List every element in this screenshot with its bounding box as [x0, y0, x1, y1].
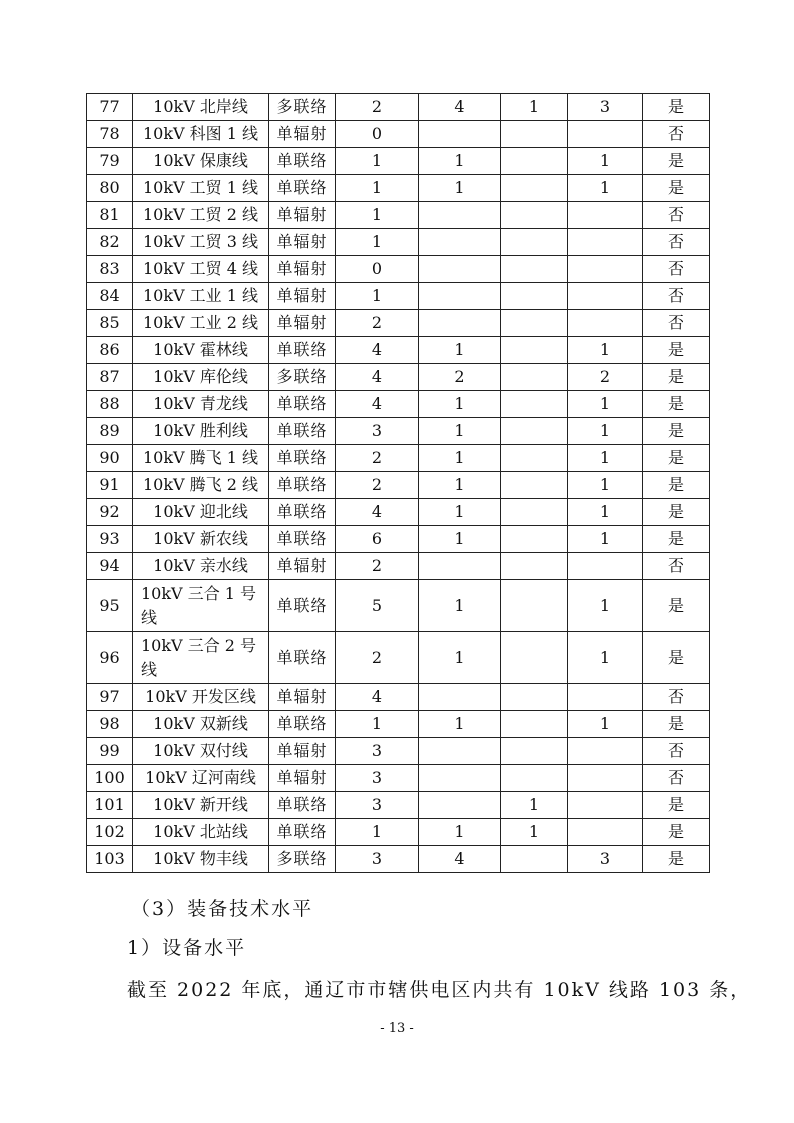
connection-type-cell: 单联络 — [269, 148, 336, 175]
count-cell-4: 3 — [568, 94, 643, 121]
count-cell-4: 1 — [568, 580, 643, 632]
result-cell: 否 — [643, 121, 710, 148]
count-cell-3 — [501, 580, 568, 632]
connection-type-cell: 单联络 — [269, 711, 336, 738]
count-cell-2: 1 — [419, 499, 501, 526]
count-cell-4 — [568, 283, 643, 310]
count-cell-2: 1 — [419, 337, 501, 364]
line-name-cell: 10kV 腾飞 2 线 — [133, 472, 269, 499]
count-cell-1: 4 — [336, 684, 419, 711]
line-name-cell: 10kV 迎北线 — [133, 499, 269, 526]
count-cell-1: 1 — [336, 148, 419, 175]
count-cell-3 — [501, 445, 568, 472]
result-cell: 是 — [643, 846, 710, 873]
count-cell-2: 1 — [419, 472, 501, 499]
row-number-cell: 84 — [87, 283, 133, 310]
connection-type-cell: 单辐射 — [269, 553, 336, 580]
count-cell-4 — [568, 684, 643, 711]
count-cell-2 — [419, 256, 501, 283]
count-cell-1: 2 — [336, 632, 419, 684]
count-cell-1: 1 — [336, 711, 419, 738]
count-cell-1: 4 — [336, 391, 419, 418]
count-cell-4: 2 — [568, 364, 643, 391]
line-name-cell: 10kV 开发区线 — [133, 684, 269, 711]
result-cell: 是 — [643, 418, 710, 445]
table-row — [87, 418, 710, 445]
connection-type-cell: 单联络 — [269, 792, 336, 819]
connection-type-cell: 单联络 — [269, 391, 336, 418]
count-cell-3 — [501, 553, 568, 580]
count-cell-1: 3 — [336, 792, 419, 819]
line-data-table — [86, 93, 710, 873]
count-cell-1: 4 — [336, 364, 419, 391]
count-cell-1: 1 — [336, 175, 419, 202]
connection-type-cell: 单辐射 — [269, 765, 336, 792]
line-name-cell: 10kV 双付线 — [133, 738, 269, 765]
row-number-cell: 98 — [87, 711, 133, 738]
count-cell-3 — [501, 499, 568, 526]
connection-type-cell: 单联络 — [269, 580, 336, 632]
count-cell-2: 1 — [419, 526, 501, 553]
connection-type-cell: 单联络 — [269, 819, 336, 846]
table-row — [87, 499, 710, 526]
row-number-cell: 78 — [87, 121, 133, 148]
count-cell-3 — [501, 711, 568, 738]
connection-type-cell: 单联络 — [269, 445, 336, 472]
count-cell-3 — [501, 175, 568, 202]
line-name-cell: 10kV 工贸 4 线 — [133, 256, 269, 283]
result-cell: 否 — [643, 283, 710, 310]
count-cell-3 — [501, 738, 568, 765]
row-number-cell: 100 — [87, 765, 133, 792]
count-cell-3 — [501, 846, 568, 873]
connection-type-cell: 单辐射 — [269, 684, 336, 711]
result-cell: 是 — [643, 175, 710, 202]
count-cell-4: 3 — [568, 846, 643, 873]
table-row — [87, 337, 710, 364]
count-cell-2 — [419, 738, 501, 765]
count-cell-3 — [501, 229, 568, 256]
table-row — [87, 94, 710, 121]
connection-type-cell: 单联络 — [269, 526, 336, 553]
count-cell-3 — [501, 364, 568, 391]
count-cell-1: 1 — [336, 229, 419, 256]
result-cell: 否 — [643, 765, 710, 792]
connection-type-cell: 单辐射 — [269, 310, 336, 337]
count-cell-3 — [501, 148, 568, 175]
result-cell: 是 — [643, 364, 710, 391]
subsection-heading-device-level: 1）设备水平 — [127, 937, 247, 959]
table-row — [87, 738, 710, 765]
result-cell: 是 — [643, 711, 710, 738]
table-row — [87, 819, 710, 846]
connection-type-cell: 单联络 — [269, 418, 336, 445]
count-cell-2 — [419, 121, 501, 148]
count-cell-2: 1 — [419, 632, 501, 684]
line-name-cell: 10kV 北岸线 — [133, 94, 269, 121]
line-name-cell: 10kV 工业 1 线 — [133, 283, 269, 310]
count-cell-4: 1 — [568, 472, 643, 499]
count-cell-3 — [501, 202, 568, 229]
count-cell-1: 1 — [336, 202, 419, 229]
result-cell: 是 — [643, 499, 710, 526]
count-cell-3 — [501, 765, 568, 792]
count-cell-1: 3 — [336, 738, 419, 765]
line-name-cell: 10kV 胜利线 — [133, 418, 269, 445]
row-number-cell: 91 — [87, 472, 133, 499]
count-cell-2 — [419, 765, 501, 792]
line-name-cell: 10kV 工贸 1 线 — [133, 175, 269, 202]
count-cell-4 — [568, 202, 643, 229]
count-cell-1: 6 — [336, 526, 419, 553]
count-cell-1: 2 — [336, 94, 419, 121]
count-cell-2 — [419, 553, 501, 580]
count-cell-4: 1 — [568, 391, 643, 418]
line-name-cell: 10kV 工贸 3 线 — [133, 229, 269, 256]
count-cell-4: 1 — [568, 337, 643, 364]
line-name-cell: 10kV 辽河南线 — [133, 765, 269, 792]
row-number-cell: 80 — [87, 175, 133, 202]
count-cell-2 — [419, 684, 501, 711]
count-cell-3 — [501, 684, 568, 711]
count-cell-2: 4 — [419, 94, 501, 121]
count-cell-2: 4 — [419, 846, 501, 873]
connection-type-cell: 单辐射 — [269, 202, 336, 229]
count-cell-2 — [419, 792, 501, 819]
connection-type-cell: 单联络 — [269, 175, 336, 202]
count-cell-3 — [501, 472, 568, 499]
row-number-cell: 102 — [87, 819, 133, 846]
table-row — [87, 632, 710, 684]
count-cell-3 — [501, 418, 568, 445]
row-number-cell: 92 — [87, 499, 133, 526]
count-cell-3 — [501, 337, 568, 364]
line-name-cell: 10kV 亲水线 — [133, 553, 269, 580]
result-cell: 是 — [643, 445, 710, 472]
table-row — [87, 175, 710, 202]
connection-type-cell: 单辐射 — [269, 256, 336, 283]
connection-type-cell: 单联络 — [269, 632, 336, 684]
result-cell: 否 — [643, 256, 710, 283]
count-cell-3: 1 — [501, 792, 568, 819]
result-cell: 是 — [643, 792, 710, 819]
count-cell-1: 2 — [336, 310, 419, 337]
count-cell-2: 1 — [419, 175, 501, 202]
connection-type-cell: 单辐射 — [269, 229, 336, 256]
table-row — [87, 580, 710, 632]
table-row — [87, 364, 710, 391]
result-cell: 是 — [643, 632, 710, 684]
count-cell-1: 0 — [336, 256, 419, 283]
result-cell: 是 — [643, 337, 710, 364]
line-name-cell: 10kV 库伦线 — [133, 364, 269, 391]
line-name-cell: 10kV 工业 2 线 — [133, 310, 269, 337]
table-row — [87, 765, 710, 792]
count-cell-1: 3 — [336, 765, 419, 792]
count-cell-4 — [568, 256, 643, 283]
table-row — [87, 310, 710, 337]
row-number-cell: 94 — [87, 553, 133, 580]
count-cell-3 — [501, 310, 568, 337]
table-row — [87, 526, 710, 553]
count-cell-1: 2 — [336, 553, 419, 580]
row-number-cell: 95 — [87, 580, 133, 632]
section-heading-equipment-level: （3）装备技术水平 — [131, 898, 314, 920]
row-number-cell: 87 — [87, 364, 133, 391]
line-name-cell: 10kV 腾飞 1 线 — [133, 445, 269, 472]
count-cell-4: 1 — [568, 418, 643, 445]
count-cell-3: 1 — [501, 819, 568, 846]
line-name-cell: 10kV 科图 1 线 — [133, 121, 269, 148]
connection-type-cell: 单联络 — [269, 472, 336, 499]
result-cell: 否 — [643, 553, 710, 580]
count-cell-1: 4 — [336, 499, 419, 526]
count-cell-1: 3 — [336, 418, 419, 445]
line-name-cell: 10kV 新开线 — [133, 792, 269, 819]
connection-type-cell: 单辐射 — [269, 738, 336, 765]
result-cell: 是 — [643, 472, 710, 499]
result-cell: 是 — [643, 819, 710, 846]
result-cell: 否 — [643, 310, 710, 337]
count-cell-1: 3 — [336, 846, 419, 873]
result-cell: 是 — [643, 526, 710, 553]
count-cell-3 — [501, 632, 568, 684]
count-cell-1: 0 — [336, 121, 419, 148]
count-cell-4 — [568, 121, 643, 148]
row-number-cell: 97 — [87, 684, 133, 711]
line-name-cell: 10kV 保康线 — [133, 148, 269, 175]
line-name-cell: 10kV 工贸 2 线 — [133, 202, 269, 229]
table-row — [87, 283, 710, 310]
row-number-cell: 83 — [87, 256, 133, 283]
table-row — [87, 148, 710, 175]
connection-type-cell: 单辐射 — [269, 283, 336, 310]
line-name-cell: 10kV 北站线 — [133, 819, 269, 846]
count-cell-4 — [568, 553, 643, 580]
row-number-cell: 81 — [87, 202, 133, 229]
count-cell-2: 1 — [419, 148, 501, 175]
count-cell-2: 1 — [419, 391, 501, 418]
row-number-cell: 79 — [87, 148, 133, 175]
line-name-cell: 10kV 物丰线 — [133, 846, 269, 873]
count-cell-4: 1 — [568, 526, 643, 553]
result-cell: 否 — [643, 738, 710, 765]
table-row — [87, 684, 710, 711]
connection-type-cell: 多联络 — [269, 94, 336, 121]
line-name-cell: 10kV 双新线 — [133, 711, 269, 738]
table-row — [87, 202, 710, 229]
count-cell-3: 1 — [501, 94, 568, 121]
result-cell: 是 — [643, 148, 710, 175]
connection-type-cell: 单联络 — [269, 499, 336, 526]
count-cell-4: 1 — [568, 632, 643, 684]
result-cell: 是 — [643, 580, 710, 632]
count-cell-2 — [419, 283, 501, 310]
count-cell-4: 1 — [568, 711, 643, 738]
count-cell-1: 4 — [336, 337, 419, 364]
count-cell-4 — [568, 765, 643, 792]
table-body — [87, 94, 710, 873]
row-number-cell: 86 — [87, 337, 133, 364]
count-cell-2: 1 — [419, 580, 501, 632]
table-row — [87, 121, 710, 148]
row-number-cell: 85 — [87, 310, 133, 337]
table-row — [87, 846, 710, 873]
row-number-cell: 93 — [87, 526, 133, 553]
line-name-cell: 10kV 青龙线 — [133, 391, 269, 418]
connection-type-cell: 单辐射 — [269, 121, 336, 148]
count-cell-4 — [568, 229, 643, 256]
count-cell-1: 1 — [336, 819, 419, 846]
count-cell-4 — [568, 819, 643, 846]
result-cell: 否 — [643, 684, 710, 711]
table-row — [87, 229, 710, 256]
count-cell-4: 1 — [568, 148, 643, 175]
connection-type-cell: 单联络 — [269, 337, 336, 364]
line-name-cell: 10kV 新农线 — [133, 526, 269, 553]
count-cell-4: 1 — [568, 499, 643, 526]
count-cell-2 — [419, 202, 501, 229]
result-cell: 是 — [643, 391, 710, 418]
table-row — [87, 553, 710, 580]
count-cell-2: 1 — [419, 418, 501, 445]
count-cell-1: 5 — [336, 580, 419, 632]
count-cell-4 — [568, 738, 643, 765]
result-cell: 是 — [643, 94, 710, 121]
count-cell-2: 2 — [419, 364, 501, 391]
count-cell-4: 1 — [568, 175, 643, 202]
line-name-cell: 10kV 霍林线 — [133, 337, 269, 364]
line-name-cell: 10kV 三合 1 号线 — [133, 580, 269, 632]
count-cell-2 — [419, 229, 501, 256]
count-cell-3 — [501, 256, 568, 283]
connection-type-cell: 多联络 — [269, 846, 336, 873]
result-cell: 否 — [643, 202, 710, 229]
row-number-cell: 90 — [87, 445, 133, 472]
table-row — [87, 256, 710, 283]
count-cell-4 — [568, 792, 643, 819]
count-cell-3 — [501, 283, 568, 310]
table-row — [87, 711, 710, 738]
table-row — [87, 391, 710, 418]
page-number: - 13 - — [380, 1021, 414, 1036]
row-number-cell: 101 — [87, 792, 133, 819]
count-cell-1: 2 — [336, 445, 419, 472]
count-cell-3 — [501, 391, 568, 418]
row-number-cell: 88 — [87, 391, 133, 418]
count-cell-1: 1 — [336, 283, 419, 310]
line-name-cell: 10kV 三合 2 号线 — [133, 632, 269, 684]
row-number-cell: 77 — [87, 94, 133, 121]
count-cell-3 — [501, 121, 568, 148]
table-row — [87, 792, 710, 819]
count-cell-3 — [501, 526, 568, 553]
table-row — [87, 472, 710, 499]
row-number-cell: 89 — [87, 418, 133, 445]
body-paragraph: 截至 2022 年底，通辽市市辖供电区内共有 10kV 线路 103 条， — [127, 979, 752, 1001]
connection-type-cell: 多联络 — [269, 364, 336, 391]
row-number-cell: 103 — [87, 846, 133, 873]
count-cell-2: 1 — [419, 819, 501, 846]
result-cell: 否 — [643, 229, 710, 256]
row-number-cell: 82 — [87, 229, 133, 256]
count-cell-4 — [568, 310, 643, 337]
table-row — [87, 445, 710, 472]
row-number-cell: 99 — [87, 738, 133, 765]
count-cell-2 — [419, 310, 501, 337]
count-cell-2: 1 — [419, 445, 501, 472]
count-cell-1: 2 — [336, 472, 419, 499]
count-cell-2: 1 — [419, 711, 501, 738]
count-cell-4: 1 — [568, 445, 643, 472]
row-number-cell: 96 — [87, 632, 133, 684]
